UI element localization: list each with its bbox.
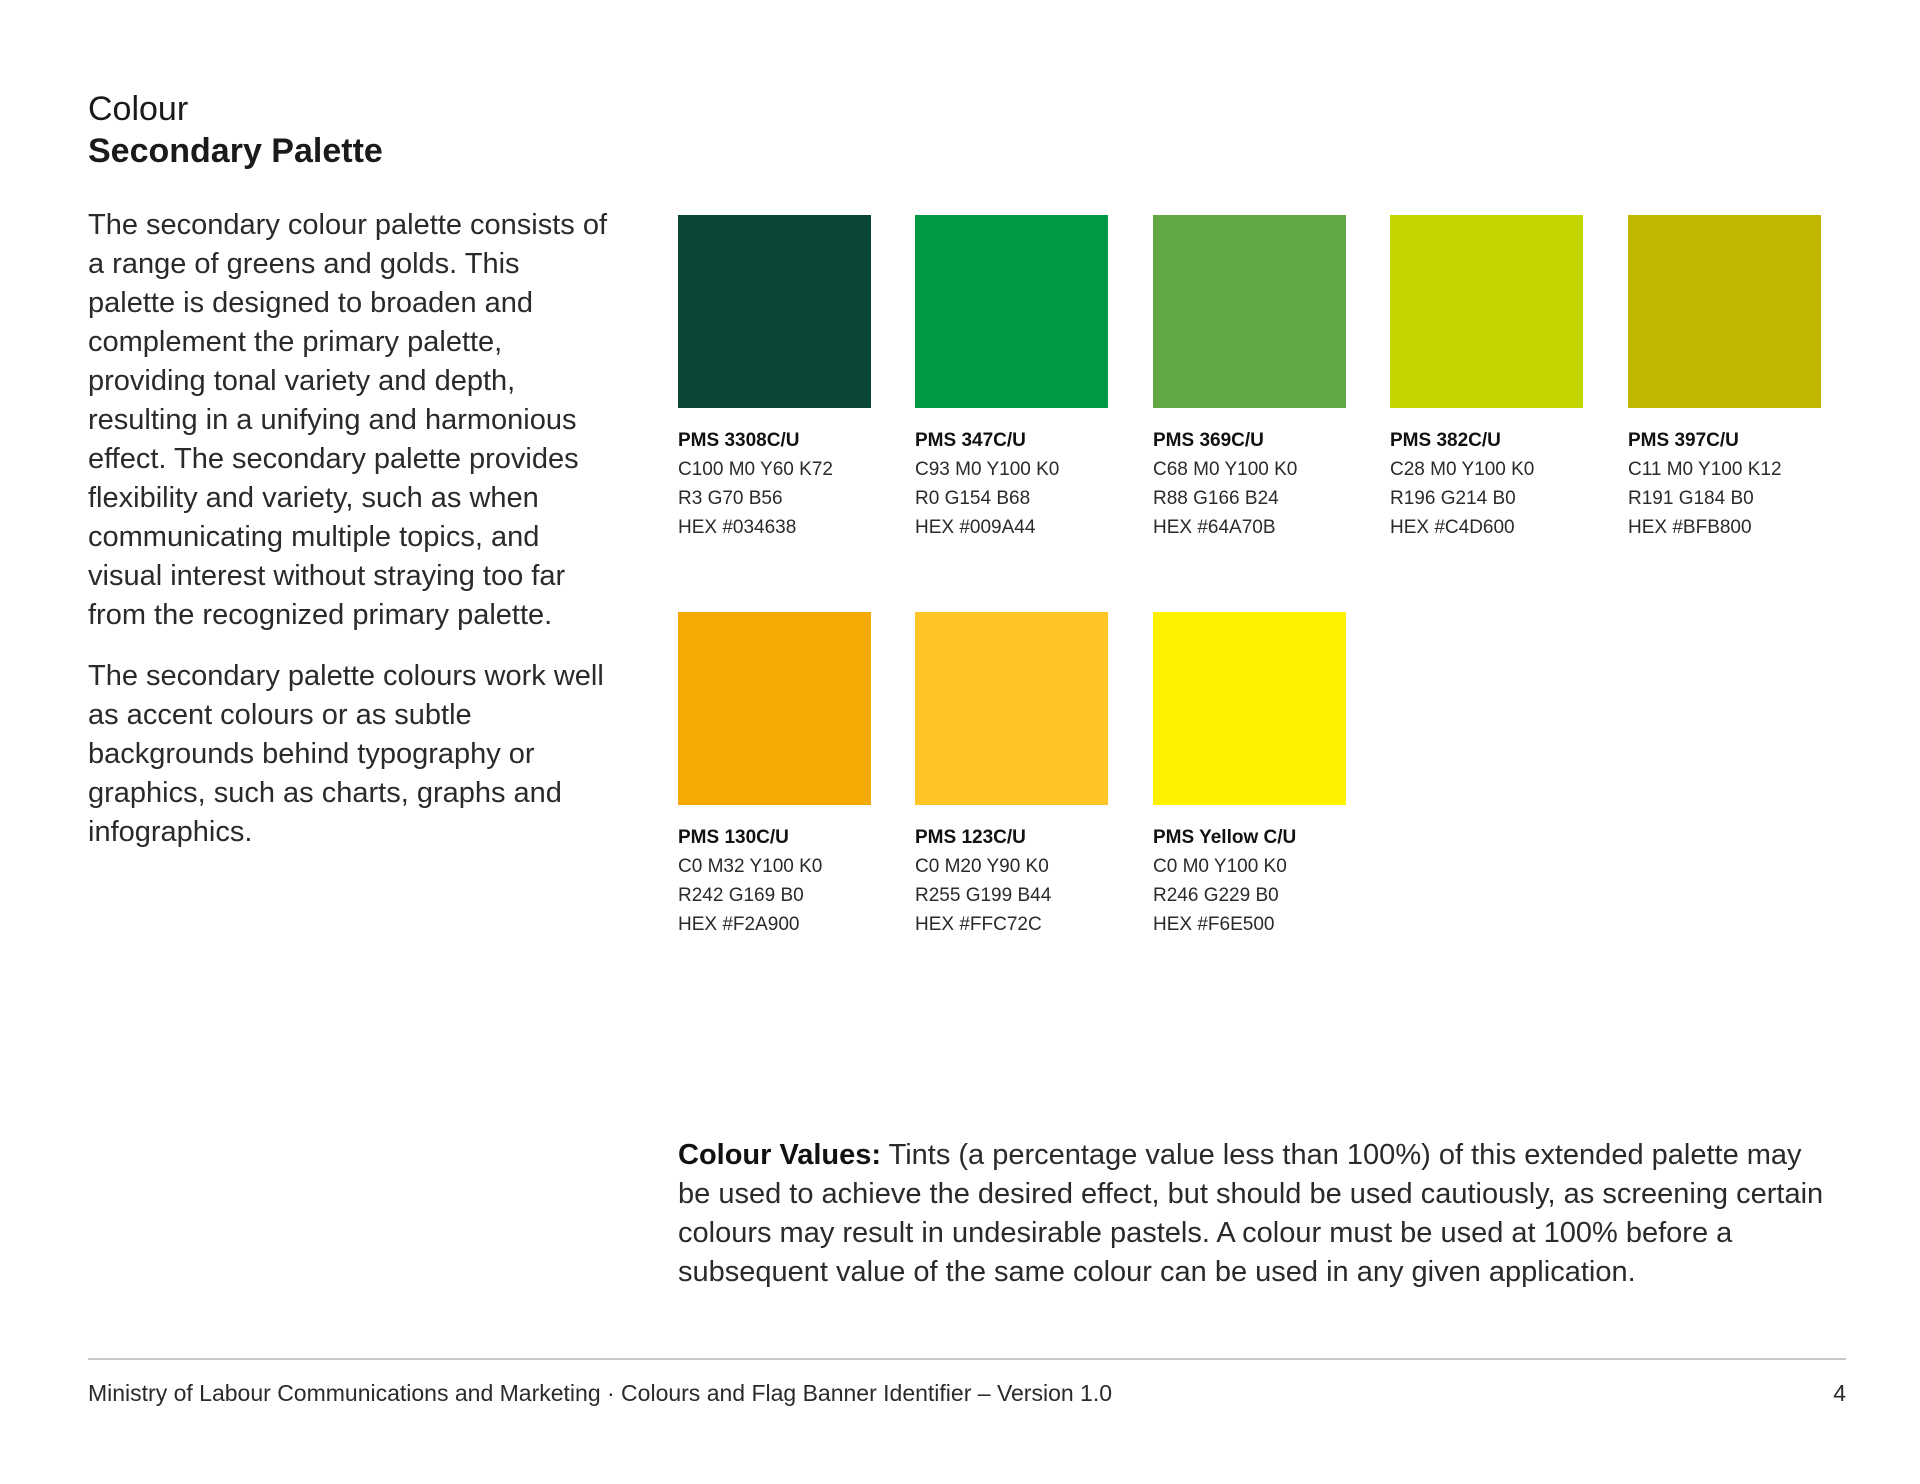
swatch-rgb: R242 G169 B0 — [678, 885, 804, 906]
swatch-cmyk: C0 M20 Y90 K0 — [915, 856, 1049, 877]
swatch-pms-382 — [1390, 215, 1583, 542]
swatch-pms-369 — [1153, 215, 1346, 542]
swatch-hex: HEX #034638 — [678, 517, 797, 538]
swatch-cmyk: C11 M0 Y100 K12 — [1628, 459, 1782, 480]
colour-chip — [1153, 215, 1346, 408]
colour-chip — [1628, 215, 1821, 408]
swatch-name: PMS 369C/U — [1153, 430, 1264, 451]
section-title: Colour — [88, 90, 189, 128]
footer-text: Ministry of Labour Communications and Marketing · Colours and Flag Banner Identifier – Version 1.0 — [88, 1380, 1113, 1406]
swatch-pms-yellow — [1153, 612, 1346, 939]
swatch-hex: HEX #009A44 — [915, 517, 1036, 538]
page-heading — [88, 88, 383, 172]
swatch-rgb: R255 G199 B44 — [915, 885, 1052, 906]
colour-chip — [678, 215, 871, 408]
intro-paragraph-2: The secondary palette colours work well as accent colours or as subtle backgrounds behind typography or graphics, such as charts, graphs and infographics. — [88, 660, 604, 848]
swatch-name: PMS 397C/U — [1628, 430, 1739, 451]
swatch-pms-130 — [678, 612, 871, 939]
swatch-hex: HEX #BFB800 — [1628, 517, 1752, 538]
colour-chip — [1390, 215, 1583, 408]
swatch-name: PMS Yellow C/U — [1153, 827, 1297, 848]
swatch-hex: HEX #C4D600 — [1390, 517, 1515, 538]
swatch-cmyk: C0 M32 Y100 K0 — [678, 856, 823, 877]
note-text: Tints (a percentage value less than 100%) of this extended palette may be used to achieve the desired effect, but should be used cautiously, as screening certain colours may result in undesirable pastels. A colour must be used at 100% before a subsequent value of the same colour can be used in any given application. — [678, 1139, 1824, 1288]
swatch-cmyk: C100 M0 Y60 K72 — [678, 459, 833, 480]
swatch-hex: HEX #F2A900 — [678, 914, 800, 935]
intro-paragraph-1: The secondary colour palette consists of a range of greens and golds. This palette is designed to broaden and complement the primary palette, providing tonal variety and depth, resulting in a unifying and harmonious effect. The secondary palette provides flexibility and variety, such as when communicating multiple topics, and visual interest without straying too far from the recognized primary palette. — [88, 209, 608, 631]
swatch-rgb: R0 G154 B68 — [915, 488, 1031, 509]
page-number: 4 — [1833, 1380, 1846, 1406]
swatch-hex: HEX #F6E500 — [1153, 914, 1275, 935]
swatch-pms-123 — [915, 612, 1108, 939]
colour-chip — [1153, 612, 1346, 805]
swatch-pms-3308 — [678, 215, 871, 542]
footer — [88, 1378, 1846, 1408]
swatch-cmyk: C93 M0 Y100 K0 — [915, 459, 1060, 480]
swatch-pms-397 — [1628, 215, 1821, 542]
swatch-cmyk: C68 M0 Y100 K0 — [1153, 459, 1298, 480]
swatch-name: PMS 123C/U — [915, 827, 1026, 848]
swatch-hex: HEX #64A70B — [1153, 517, 1276, 538]
swatch-pms-347 — [915, 215, 1108, 542]
colour-chip — [678, 612, 871, 805]
swatch-rgb: R88 G166 B24 — [1153, 488, 1279, 509]
colour-chip — [915, 612, 1108, 805]
colour-chip — [915, 215, 1108, 408]
swatch-rgb: R246 G229 B0 — [1153, 885, 1279, 906]
swatch-name: PMS 347C/U — [915, 430, 1026, 451]
swatch-hex: HEX #FFC72C — [915, 914, 1042, 935]
footer-divider — [88, 1358, 1846, 1360]
swatch-rgb: R196 G214 B0 — [1390, 488, 1516, 509]
swatch-cmyk: C0 M0 Y100 K0 — [1153, 856, 1287, 877]
intro-text — [88, 206, 608, 874]
note-label: Colour Values: — [678, 1139, 882, 1171]
swatch-name: PMS 3308C/U — [678, 430, 800, 451]
swatch-name: PMS 130C/U — [678, 827, 789, 848]
swatch-rgb: R3 G70 B56 — [678, 488, 783, 509]
swatch-name: PMS 382C/U — [1390, 430, 1501, 451]
swatch-cmyk: C28 M0 Y100 K0 — [1390, 459, 1535, 480]
swatch-rgb: R191 G184 B0 — [1628, 488, 1754, 509]
section-subtitle: Secondary Palette — [88, 132, 383, 170]
colour-values-note — [678, 1136, 1838, 1292]
